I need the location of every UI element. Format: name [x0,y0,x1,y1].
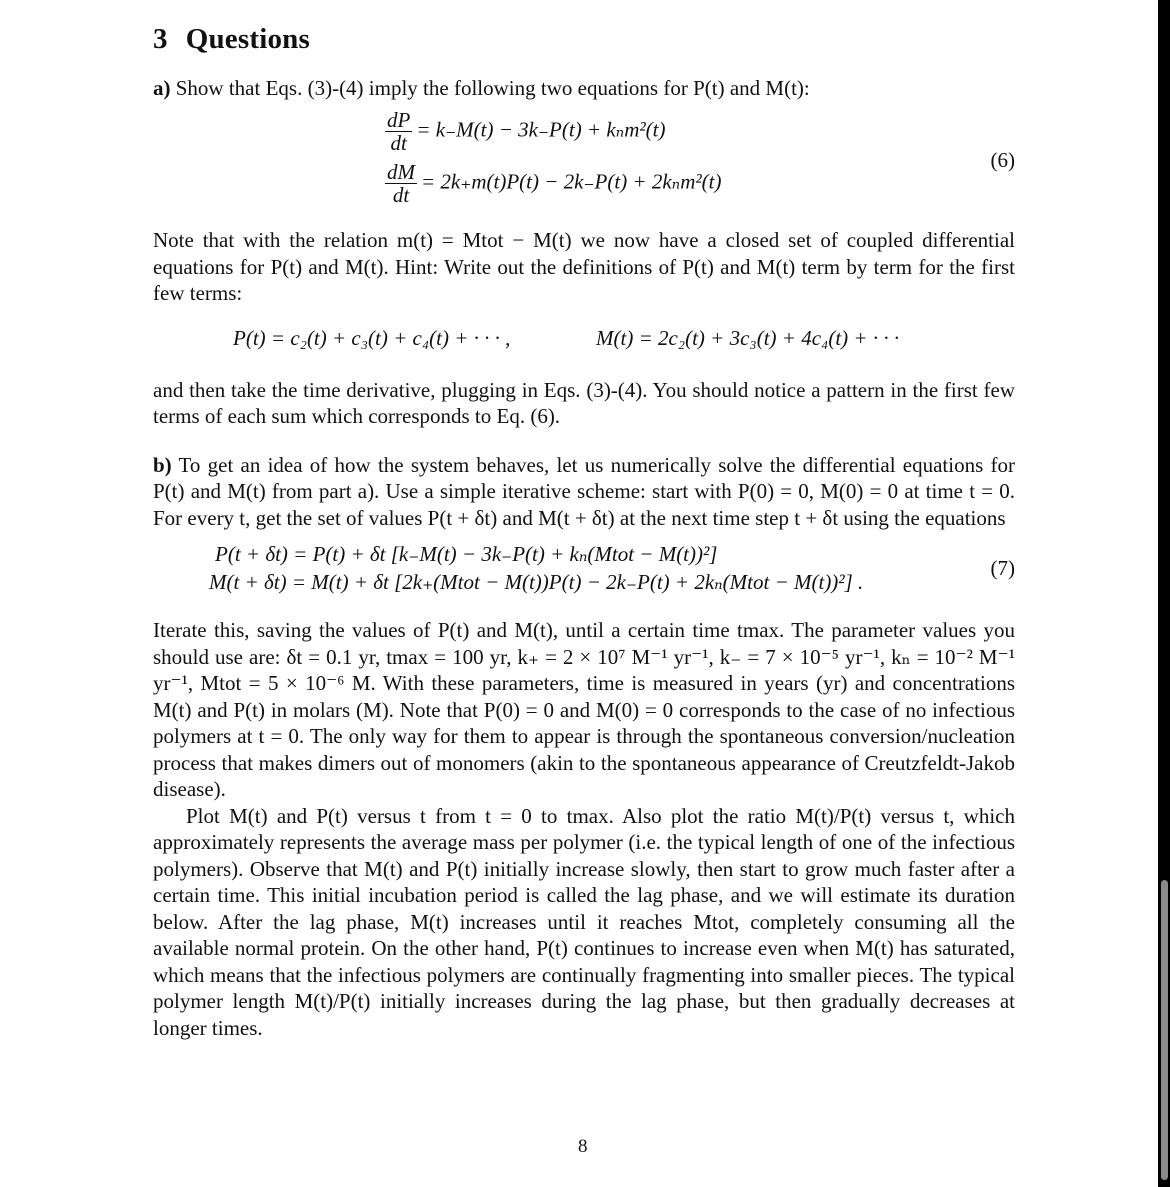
equation-7-line-2: M(t + δt) = M(t) + δt [2k₊(Mtot − M(t))P(t) − 2k₋P(t) + 2kₙ(Mtot − M(t))²] . [209,570,864,594]
part-a-note: Note that with the relation m(t) = Mtot − M(t) we now have a closed set of coupled differential equations for P(t) and M(t). Hint: Write out the definitions of P(t) and M(t) term by term for the first few terms: [153,228,1015,305]
series-M: M(t) = 2c₂(t) + 3c₃(t) + 4c₄(t) + · · · [596,325,900,350]
equation-6 [153,107,1015,227]
equation-7-line-1: P(t + δt) = P(t) + δt [k₋M(t) − 3k₋P(t) + kₙ(Mtot − M(t))²] [215,542,718,566]
equation-6-line-2 [385,161,721,206]
equation-6-rhs-2: = 2k₊m(t)P(t) − 2k₋P(t) + 2kₙm²(t) [421,169,722,194]
scrollbar-thumb[interactable] [1161,880,1168,1180]
part-a-label: a) [153,75,171,100]
part-b-intro [153,452,1015,532]
fraction-dM-dt [385,161,417,206]
equation-6-line-1 [385,109,665,154]
fraction-dP-dt [385,109,412,154]
part-b-label: b) [153,452,172,477]
page-number: 8 [578,1136,588,1157]
series-definitions [153,325,1015,369]
equation-6-rhs-1: = k₋M(t) − 3k₋P(t) + kₙm²(t) [416,117,666,142]
fraction-denominator: dt [392,183,410,207]
section-title: Questions [185,23,310,55]
fraction-denominator: dt [390,131,407,155]
fraction-numerator: dM [387,160,415,184]
part-a-intro [153,75,1015,102]
part-b-intro-text: To get an idea of how the system behaves, let us numerically solve the differential equations for P(t) and M(t) from part a). Use a simple iterative scheme: start with P(0) = 0, M(0) = 0 at time t = 0. For every t, get the set of values P(t + δt) and M(t + δt) at the next time step t + δt using the equations [153,452,1015,530]
page-content [153,23,1015,1041]
equation-7-number: (7) [990,556,1015,580]
equation-6-number: (6) [990,148,1015,172]
fraction-numerator: dP [387,108,411,132]
section-heading [153,23,1015,55]
series-P: P(t) = c₂(t) + c₃(t) + c₄(t) + · · · , [233,325,511,350]
section-number: 3 [153,23,168,55]
part-a-after: and then take the time derivative, plugging in Eqs. (3)-(4). You should notice a pattern in the first few terms of each sum which corresponds to Eq. (6). [153,377,1015,428]
part-a-intro-text: Show that Eqs. (3)-(4) imply the following two equations for P(t) and M(t): [175,75,810,100]
part-b-paragraph-1: Iterate this, saving the values of P(t) and M(t), until a certain time tmax. The parameter values you should use are: δt = 0.1 yr, tmax = 100 yr, k₊ = 2 × 10⁷ M⁻¹ yr⁻¹, k₋ = 7 × 10⁻⁵ yr⁻¹, kₙ = 10⁻² M⁻¹ yr⁻¹, Mtot = 5 × 10⁻⁶ M. With these parameters, time is measured in years (yr) and concentrations M(t) and P(t) in molars (M). Note that P(0) = 0 and M(0) = 0 corresponds to the case of no infectious polymers at t = 0. The only way for them to appear is through the spontaneous conversion/nucleation process that makes dimers out of monomers (akin to the spontaneous appearance of Creutzfeldt-Jakob disease). [153,618,1015,801]
part-b-paragraph-2: Plot M(t) and P(t) versus t from t = 0 to tmax. Also plot the ratio M(t)/P(t) versus t, which approximately represents the average mass per polymer (i.e. the typical length of one of the infectious polymers). Observe that M(t) and P(t) initially increase slowly, then start to grow much faster after a certain time. This initial incubation period is called the lag phase, and we will estimate its duration below. After the lag phase, M(t) increases until it reaches Mtot, completely consuming all the available normal protein. On the other hand, P(t) continues to increase even when M(t) has saturated, which means that the infectious polymers are continually fragmenting into smaller pieces. The typical polymer length M(t)/P(t) initially increases during the lag phase, but then gradually decreases at longer times. [153,803,1015,1040]
equation-7 [153,541,1015,613]
